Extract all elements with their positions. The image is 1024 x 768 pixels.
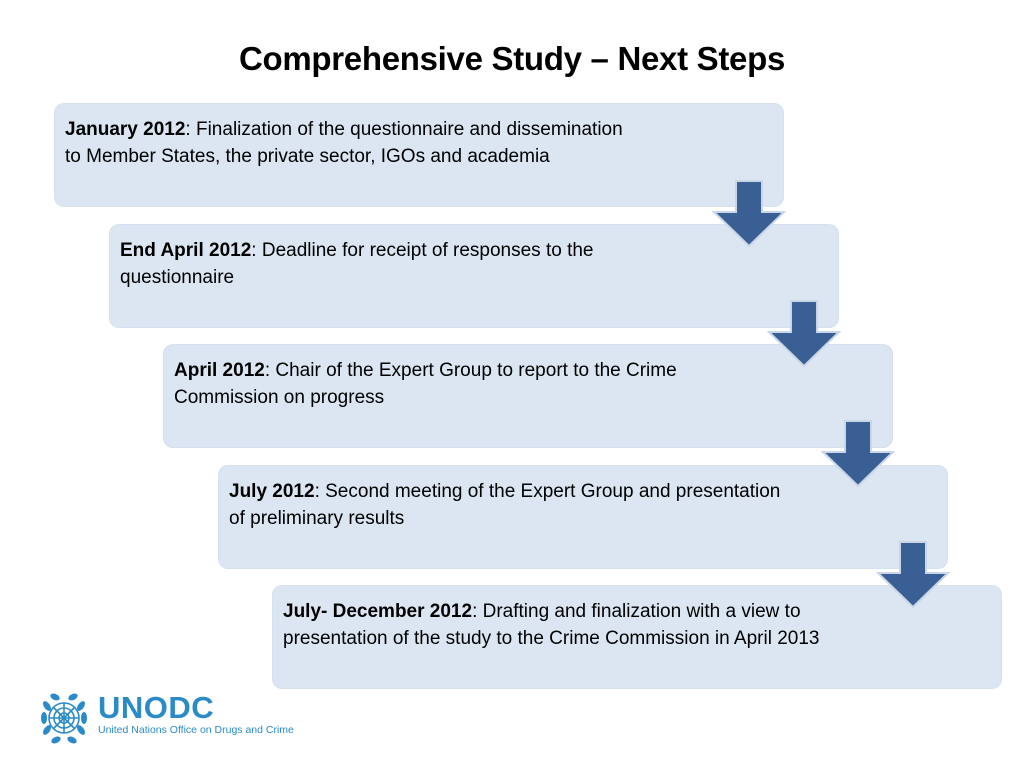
step-text bbox=[283, 598, 853, 652]
un-emblem-icon bbox=[36, 690, 92, 746]
step-text bbox=[65, 116, 635, 170]
step-text bbox=[229, 478, 799, 532]
step-date: July 2012 bbox=[229, 481, 315, 502]
step-box-january-2012 bbox=[55, 104, 783, 206]
logo-wordmark: UNODC bbox=[98, 690, 215, 725]
step-description: : Deadline for receipt of responses to the questionnaire bbox=[120, 240, 594, 288]
step-description: : Drafting and finalization with a view to presentation of the study to the Crime Commission in April 2013 bbox=[283, 601, 820, 649]
step-description: : Chair of the Expert Group to report to the Crime Commission on progress bbox=[174, 360, 677, 408]
step-description: : Second meeting of the Expert Group and presentation of preliminary results bbox=[229, 481, 781, 529]
page-title: Comprehensive Study – Next Steps bbox=[238, 40, 786, 77]
step-date: End April 2012 bbox=[120, 240, 252, 261]
step-date: January 2012 bbox=[65, 119, 186, 140]
logo-subtitle: United Nations Office on Drugs and Crime bbox=[98, 724, 294, 736]
step-text bbox=[120, 237, 690, 291]
step-description: : Finalization of the questionnaire and dissemination to Member States, the private sector, IGOs and academia bbox=[65, 119, 623, 167]
step-text bbox=[174, 357, 744, 411]
down-arrow-icon bbox=[876, 541, 950, 609]
down-arrow-icon bbox=[821, 420, 895, 488]
unodc-logo bbox=[36, 690, 316, 750]
step-date: July- December 2012 bbox=[283, 601, 473, 622]
down-arrow-icon bbox=[712, 180, 786, 248]
down-arrow-icon bbox=[767, 300, 841, 368]
step-date: April 2012 bbox=[174, 360, 265, 381]
